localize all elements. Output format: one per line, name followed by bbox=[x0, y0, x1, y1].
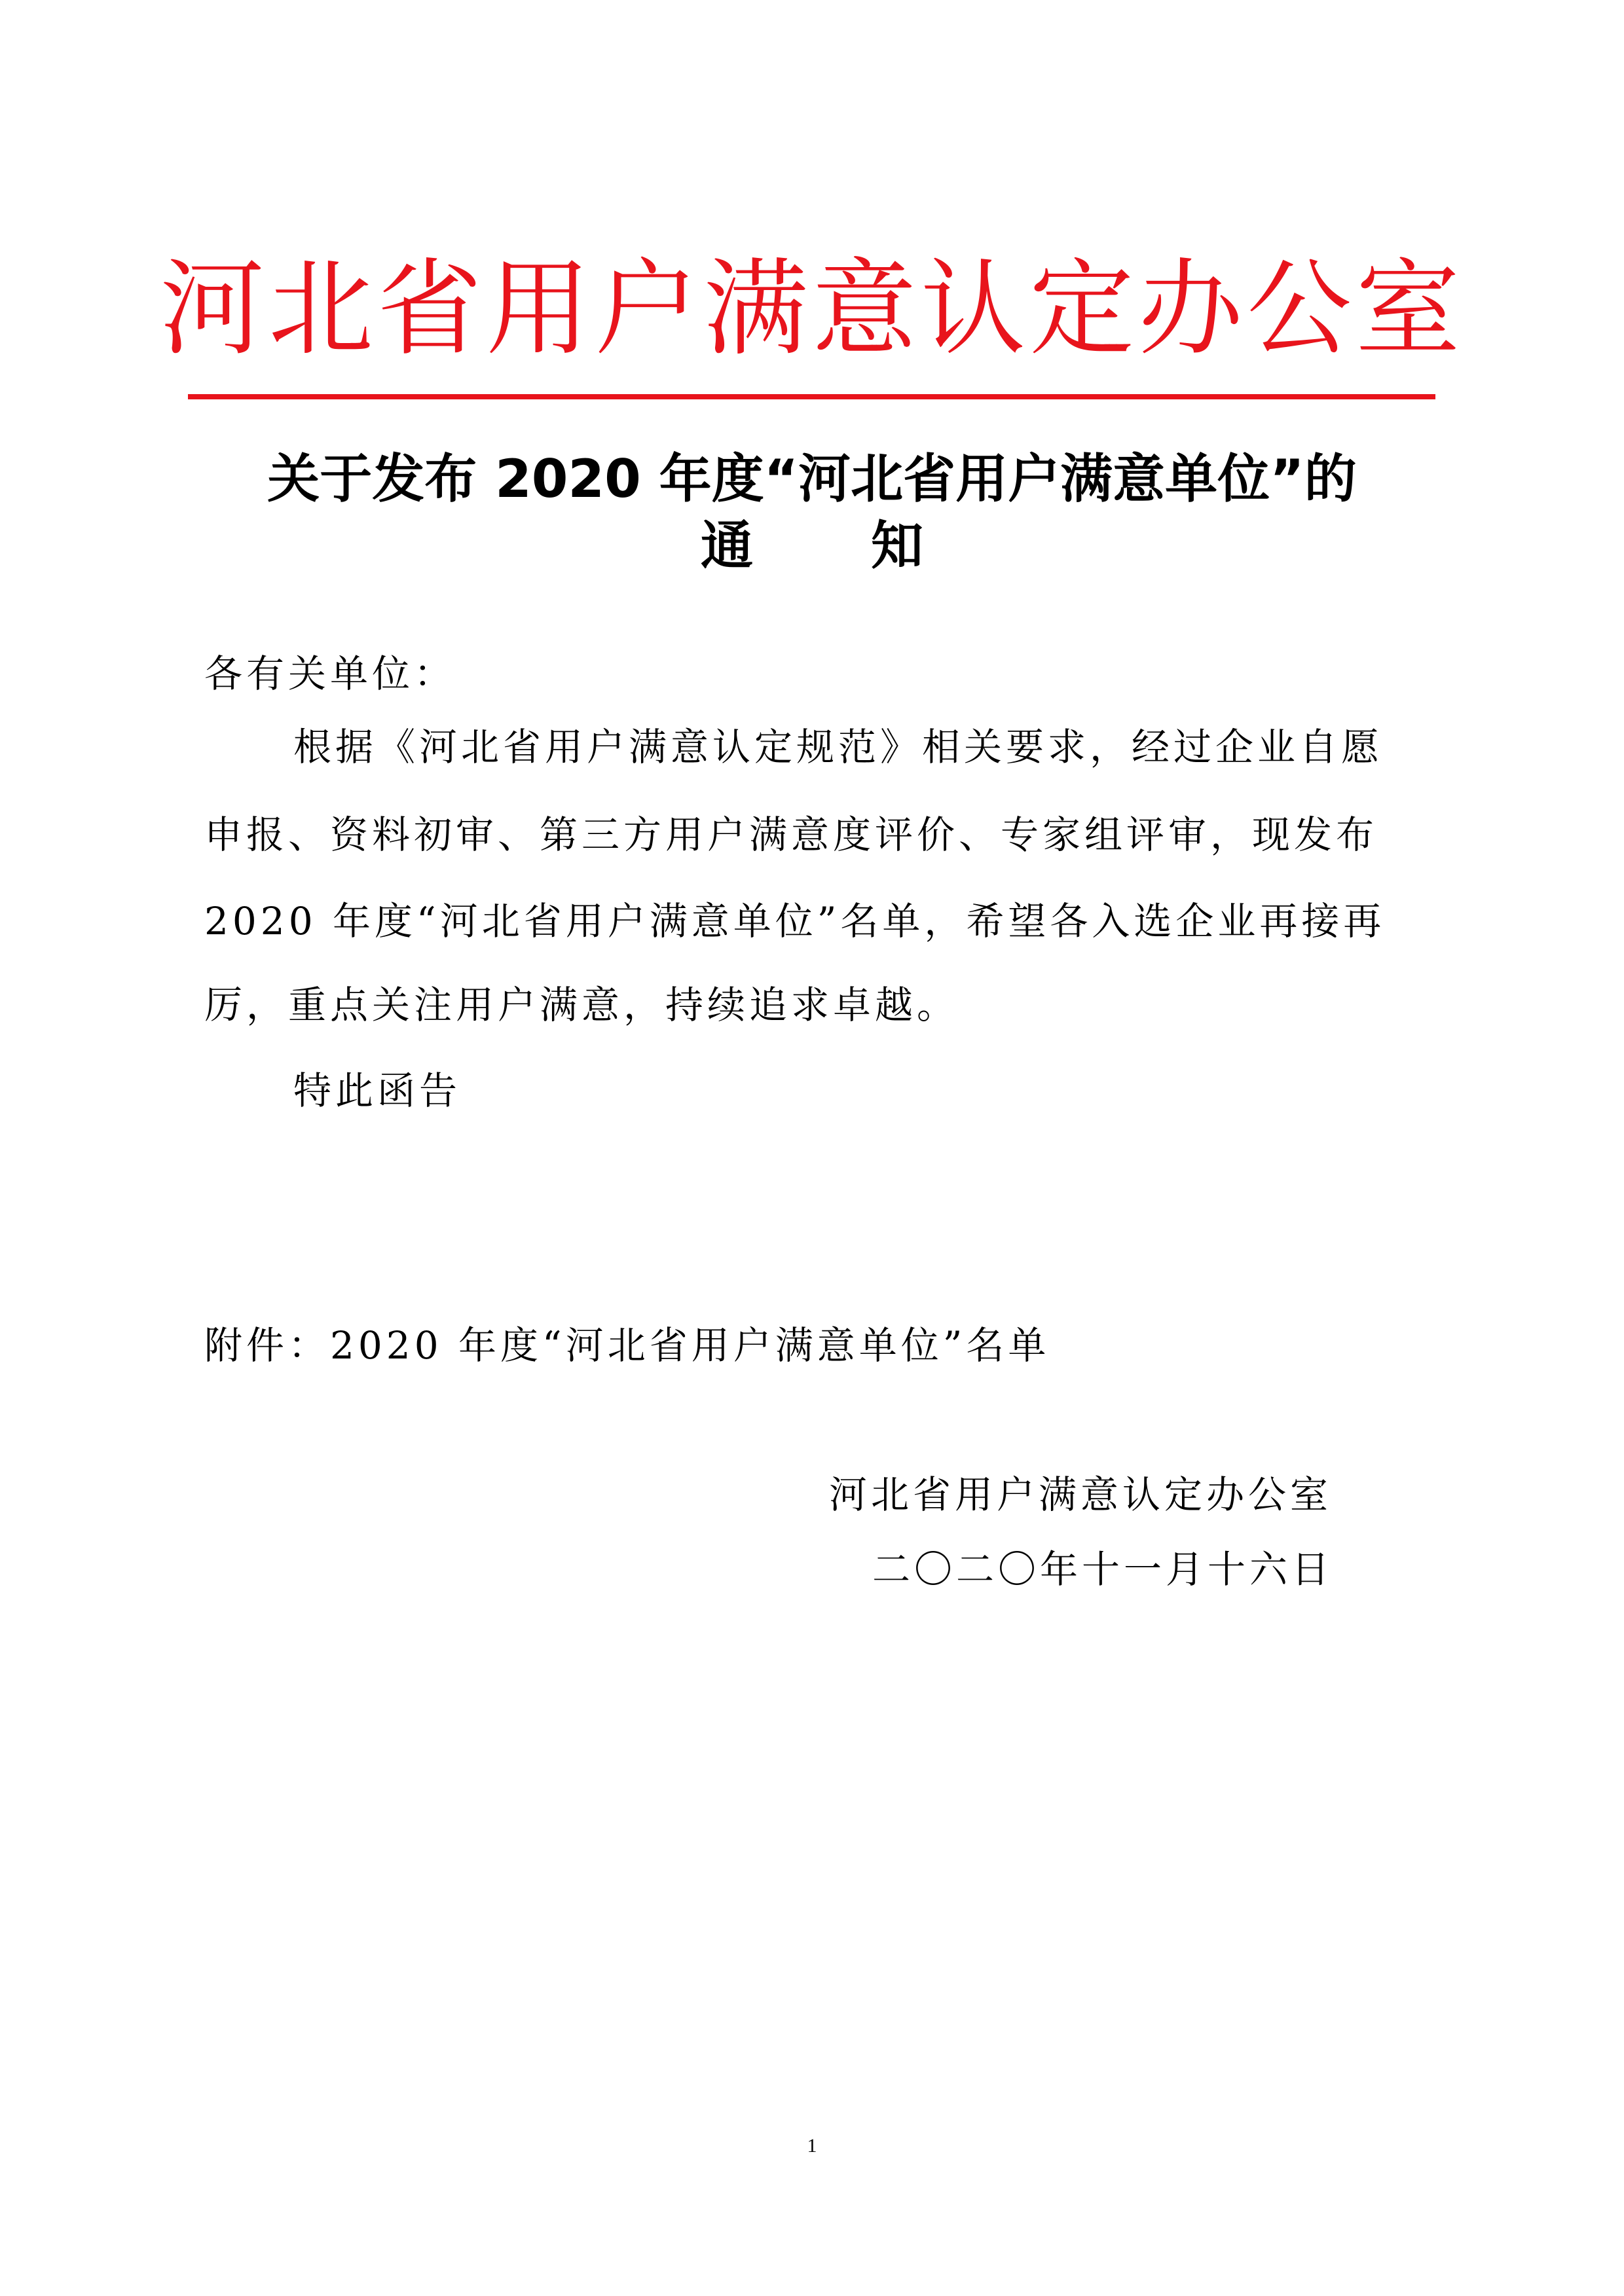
signature-date: 二〇二〇年十一月十六日 bbox=[872, 1547, 1334, 1592]
paragraph-line: 申报、资料初审、第三方用户满意度评价、专家组评审，现发布 bbox=[204, 812, 1378, 857]
paragraph-line: 2020 年度“河北省用户满意单位”名单，希望各入选企业再接再 bbox=[204, 899, 1386, 943]
red-divider-line bbox=[188, 394, 1435, 399]
signature-organization: 河北省用户满意认定办公室 bbox=[829, 1472, 1333, 1517]
page-number: 1 bbox=[807, 2135, 817, 2157]
document-title-line-2 bbox=[157, 513, 1467, 579]
paragraph-line: 根据《河北省用户满意认定规范》相关要求，经过企业自愿 bbox=[293, 725, 1384, 769]
document-title-word-left: 通 bbox=[701, 515, 753, 576]
salutation: 各有关单位： bbox=[204, 651, 456, 696]
closing-remark: 特此函告 bbox=[293, 1068, 462, 1113]
attachment-note: 附件：2020 年度“河北省用户满意单位”名单 bbox=[204, 1323, 1050, 1368]
masthead-title: 河北省用户满意认定办公室 bbox=[159, 247, 1464, 370]
document-title-word-right: 知 bbox=[871, 515, 923, 576]
document-title-line-1: 关于发布 2020 年度“河北省用户满意单位”的 bbox=[267, 448, 1357, 509]
paragraph-line: 厉，重点关注用户满意，持续追求卓越。 bbox=[204, 983, 959, 1027]
